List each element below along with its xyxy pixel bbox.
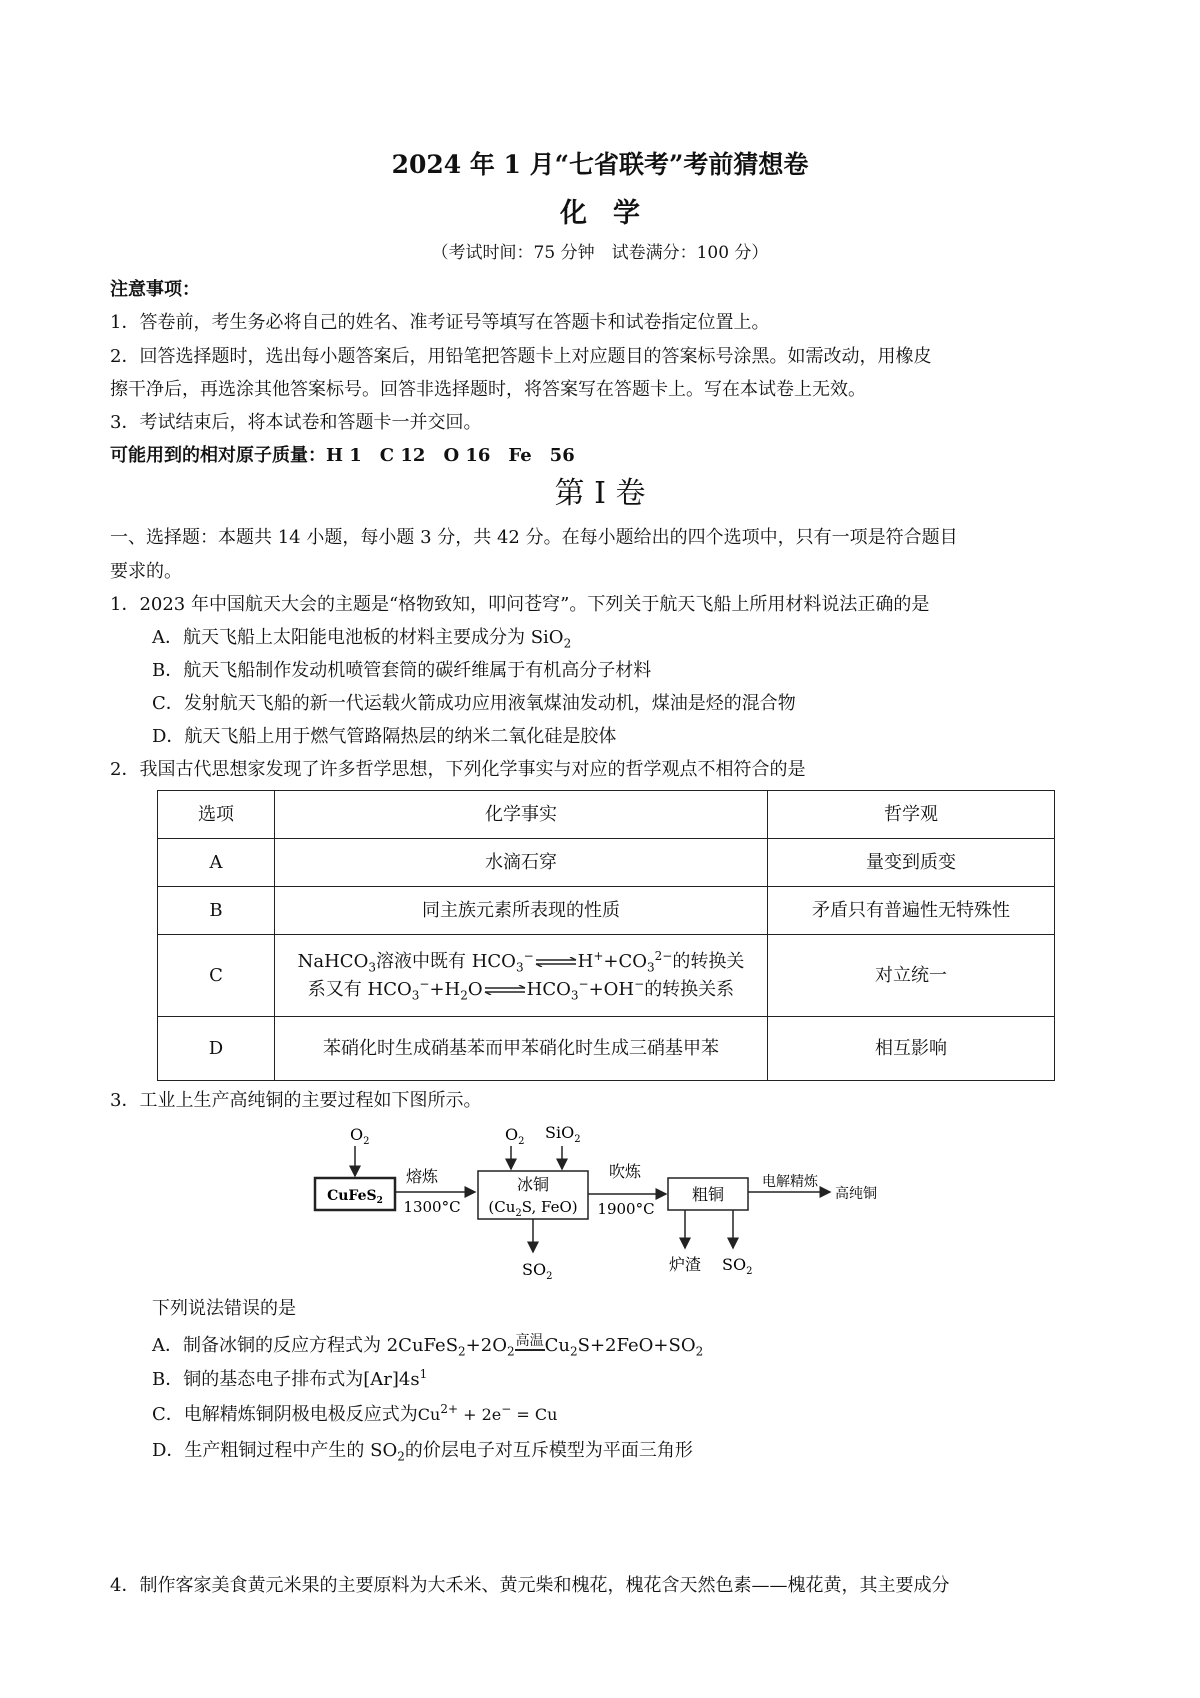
flow-o2-label: $O_2$ bbox=[505, 1125, 525, 1147]
equilibrium-arrow-icon bbox=[534, 957, 578, 967]
question-1-option-b: B．航天飞船制作发动机喷管套筒的碳纤维属于有机高分子材料 bbox=[152, 660, 652, 681]
table-row bbox=[158, 935, 1055, 1017]
flow-so2-label: $SO_2$ bbox=[522, 1260, 553, 1282]
flow-step1-label: 熔炼 bbox=[405, 1167, 439, 1186]
section-instruction: 要求的。 bbox=[110, 561, 182, 582]
flow-so2-label: $SO_2$ bbox=[722, 1255, 753, 1277]
table-cell-view: 量变到质变 bbox=[768, 839, 1055, 887]
note-item: 擦干净后，再选涂其他答案标号。回答非选择题时，将答案写在答题卡上。写在本试卷上无效。 bbox=[110, 379, 866, 400]
question-1-stem: 1．2023 年中国航天大会的主题是“格物致知，叩问苍穹”。下列关于航天飞船上所用材料说法正确的是 bbox=[110, 594, 930, 615]
question-3-option-d: D．生产粗铜过程中产生的 $SO_2$的价层电子对互斥模型为平面三角形 bbox=[152, 1440, 693, 1464]
table-cell-fact: 同主族元素所表现的性质 bbox=[275, 887, 768, 935]
section-instruction: 一、选择题：本题共 14 小题，每小题 3 分，共 42 分。在每小题给出的四个选项中，只有一项是符合题目 bbox=[110, 527, 958, 548]
table-header-cell: 化学事实 bbox=[275, 791, 768, 839]
flow-cufes2-label: CuFeS$_2$ bbox=[327, 1188, 383, 1206]
table-row bbox=[158, 887, 1055, 935]
table-cell-option: B bbox=[158, 887, 275, 935]
flow-crude-copper-label: 粗铜 bbox=[691, 1185, 725, 1204]
exam-title: 2024 年 1 月“七省联考”考前猜想卷 bbox=[391, 150, 809, 179]
table-cell-view: 相互影响 bbox=[768, 1017, 1055, 1081]
equilibrium-arrow-icon bbox=[483, 985, 527, 995]
question-2-table bbox=[157, 790, 1055, 1081]
table-cell-fact bbox=[275, 935, 768, 1017]
question-1-option-a: A．航天飞船上太阳能电池板的材料主要成分为 SiO$_2$ bbox=[152, 627, 572, 651]
table-header-row bbox=[158, 791, 1055, 839]
question-3-stem: 3．工业上生产高纯铜的主要过程如下图所示。 bbox=[110, 1090, 482, 1111]
question-3-option-a: A．制备冰铜的反应方程式为 $2CuFeS_2+2O_2$高温$Cu_2S+2FeO+SO_2$ bbox=[152, 1333, 704, 1359]
table-cell-fact: 水滴石穿 bbox=[275, 839, 768, 887]
flow-step2-label: 吹炼 bbox=[608, 1162, 642, 1181]
table-cell-option: A bbox=[158, 839, 275, 887]
notes-heading: 注意事项： bbox=[110, 279, 200, 300]
note-item: 3．考试结束后，将本试卷和答题卡一并交回。 bbox=[110, 412, 482, 433]
flow-slag-label: 炉渣 bbox=[668, 1255, 702, 1274]
table-cell-option: C bbox=[158, 935, 275, 1017]
equilibrium-line-1: NaHCO$_3$溶液中既有 $HCO_3^-$ $H^++CO_3^{2-}$的转换关 bbox=[297, 948, 745, 975]
flow-matte-label: 冰铜 bbox=[516, 1175, 550, 1194]
question-3-option-c: C．电解精炼铜阴极电极反应式为$Cu^{2+} + 2e^- = Cu$ bbox=[152, 1402, 558, 1425]
table-header-cell: 哲学观 bbox=[768, 791, 1055, 839]
flow-step1-temp: 1300°C bbox=[403, 1198, 461, 1216]
question-1-option-c: C．发射航天飞船的新一代运载火箭成功应用液氧煤油发动机，煤油是烃的混合物 bbox=[152, 693, 796, 714]
question-1-option-d: D．航天飞船上用于燃气管路隔热层的纳米二氧化硅是胶体 bbox=[152, 726, 617, 747]
flow-sio2-label: SiO$_2$ bbox=[545, 1123, 581, 1145]
flow-o2-label: $O_2$ bbox=[350, 1125, 370, 1147]
equilibrium-line-2: 系又有 $HCO_3^-+H_2O$ $HCO_3^-+OH^-$的转换关系 bbox=[307, 976, 735, 1003]
reaction-condition: 高温 bbox=[515, 1333, 544, 1349]
flow-step3-label: 电解精炼 bbox=[762, 1174, 818, 1190]
section-title: 第 I 卷 bbox=[554, 476, 646, 511]
table-cell-option: D bbox=[158, 1017, 275, 1081]
table-cell-view: 对立统一 bbox=[768, 935, 1055, 1017]
flow-step2-temp: 1900°C bbox=[597, 1200, 655, 1218]
subject-title: 化学 bbox=[560, 198, 666, 229]
note-item: 1．答卷前，考生务必将自己的姓名、准考证号等填写在答题卡和试卷指定位置上。 bbox=[110, 312, 770, 333]
table-row bbox=[158, 1017, 1055, 1081]
table-cell-fact: 苯硝化时生成硝基苯而甲苯硝化时生成三硝基甲苯 bbox=[275, 1017, 768, 1081]
table-row bbox=[158, 839, 1055, 887]
copper-process-flow-diagram bbox=[300, 1120, 920, 1290]
atomic-mass-line: 可能用到的相对原子质量：H 1 C 12 O 16 Fe 56 bbox=[110, 445, 575, 466]
question-3-option-b: B．铜的基态电子排布式为$[Ar]4s^1$ bbox=[152, 1367, 428, 1390]
question-4-stem: 4．制作客家美食黄元米果的主要原料为大禾米、黄元柴和槐花，槐花含天然色素——槐花黄，其主要成分 bbox=[110, 1575, 950, 1596]
table-cell-view: 矛盾只有普遍性无特殊性 bbox=[768, 887, 1055, 935]
note-item: 2．回答选择题时，选出每小题答案后，用铅笔把答题卡上对应题目的答案标号涂黑。如需改动，用橡皮 bbox=[110, 346, 932, 367]
exam-info: （考试时间：75 分钟 试卷满分：100 分） bbox=[431, 243, 769, 263]
flow-product-label: 高纯铜 bbox=[835, 1186, 877, 1202]
table-header-cell: 选项 bbox=[158, 791, 275, 839]
question-2-stem: 2．我国古代思想家发现了许多哲学思想，下列化学事实与对应的哲学观点不相符合的是 bbox=[110, 759, 806, 780]
flow-matte-composition: ($Cu_2S$, FeO) bbox=[488, 1198, 578, 1219]
question-3-prompt: 下列说法错误的是 bbox=[152, 1298, 296, 1319]
